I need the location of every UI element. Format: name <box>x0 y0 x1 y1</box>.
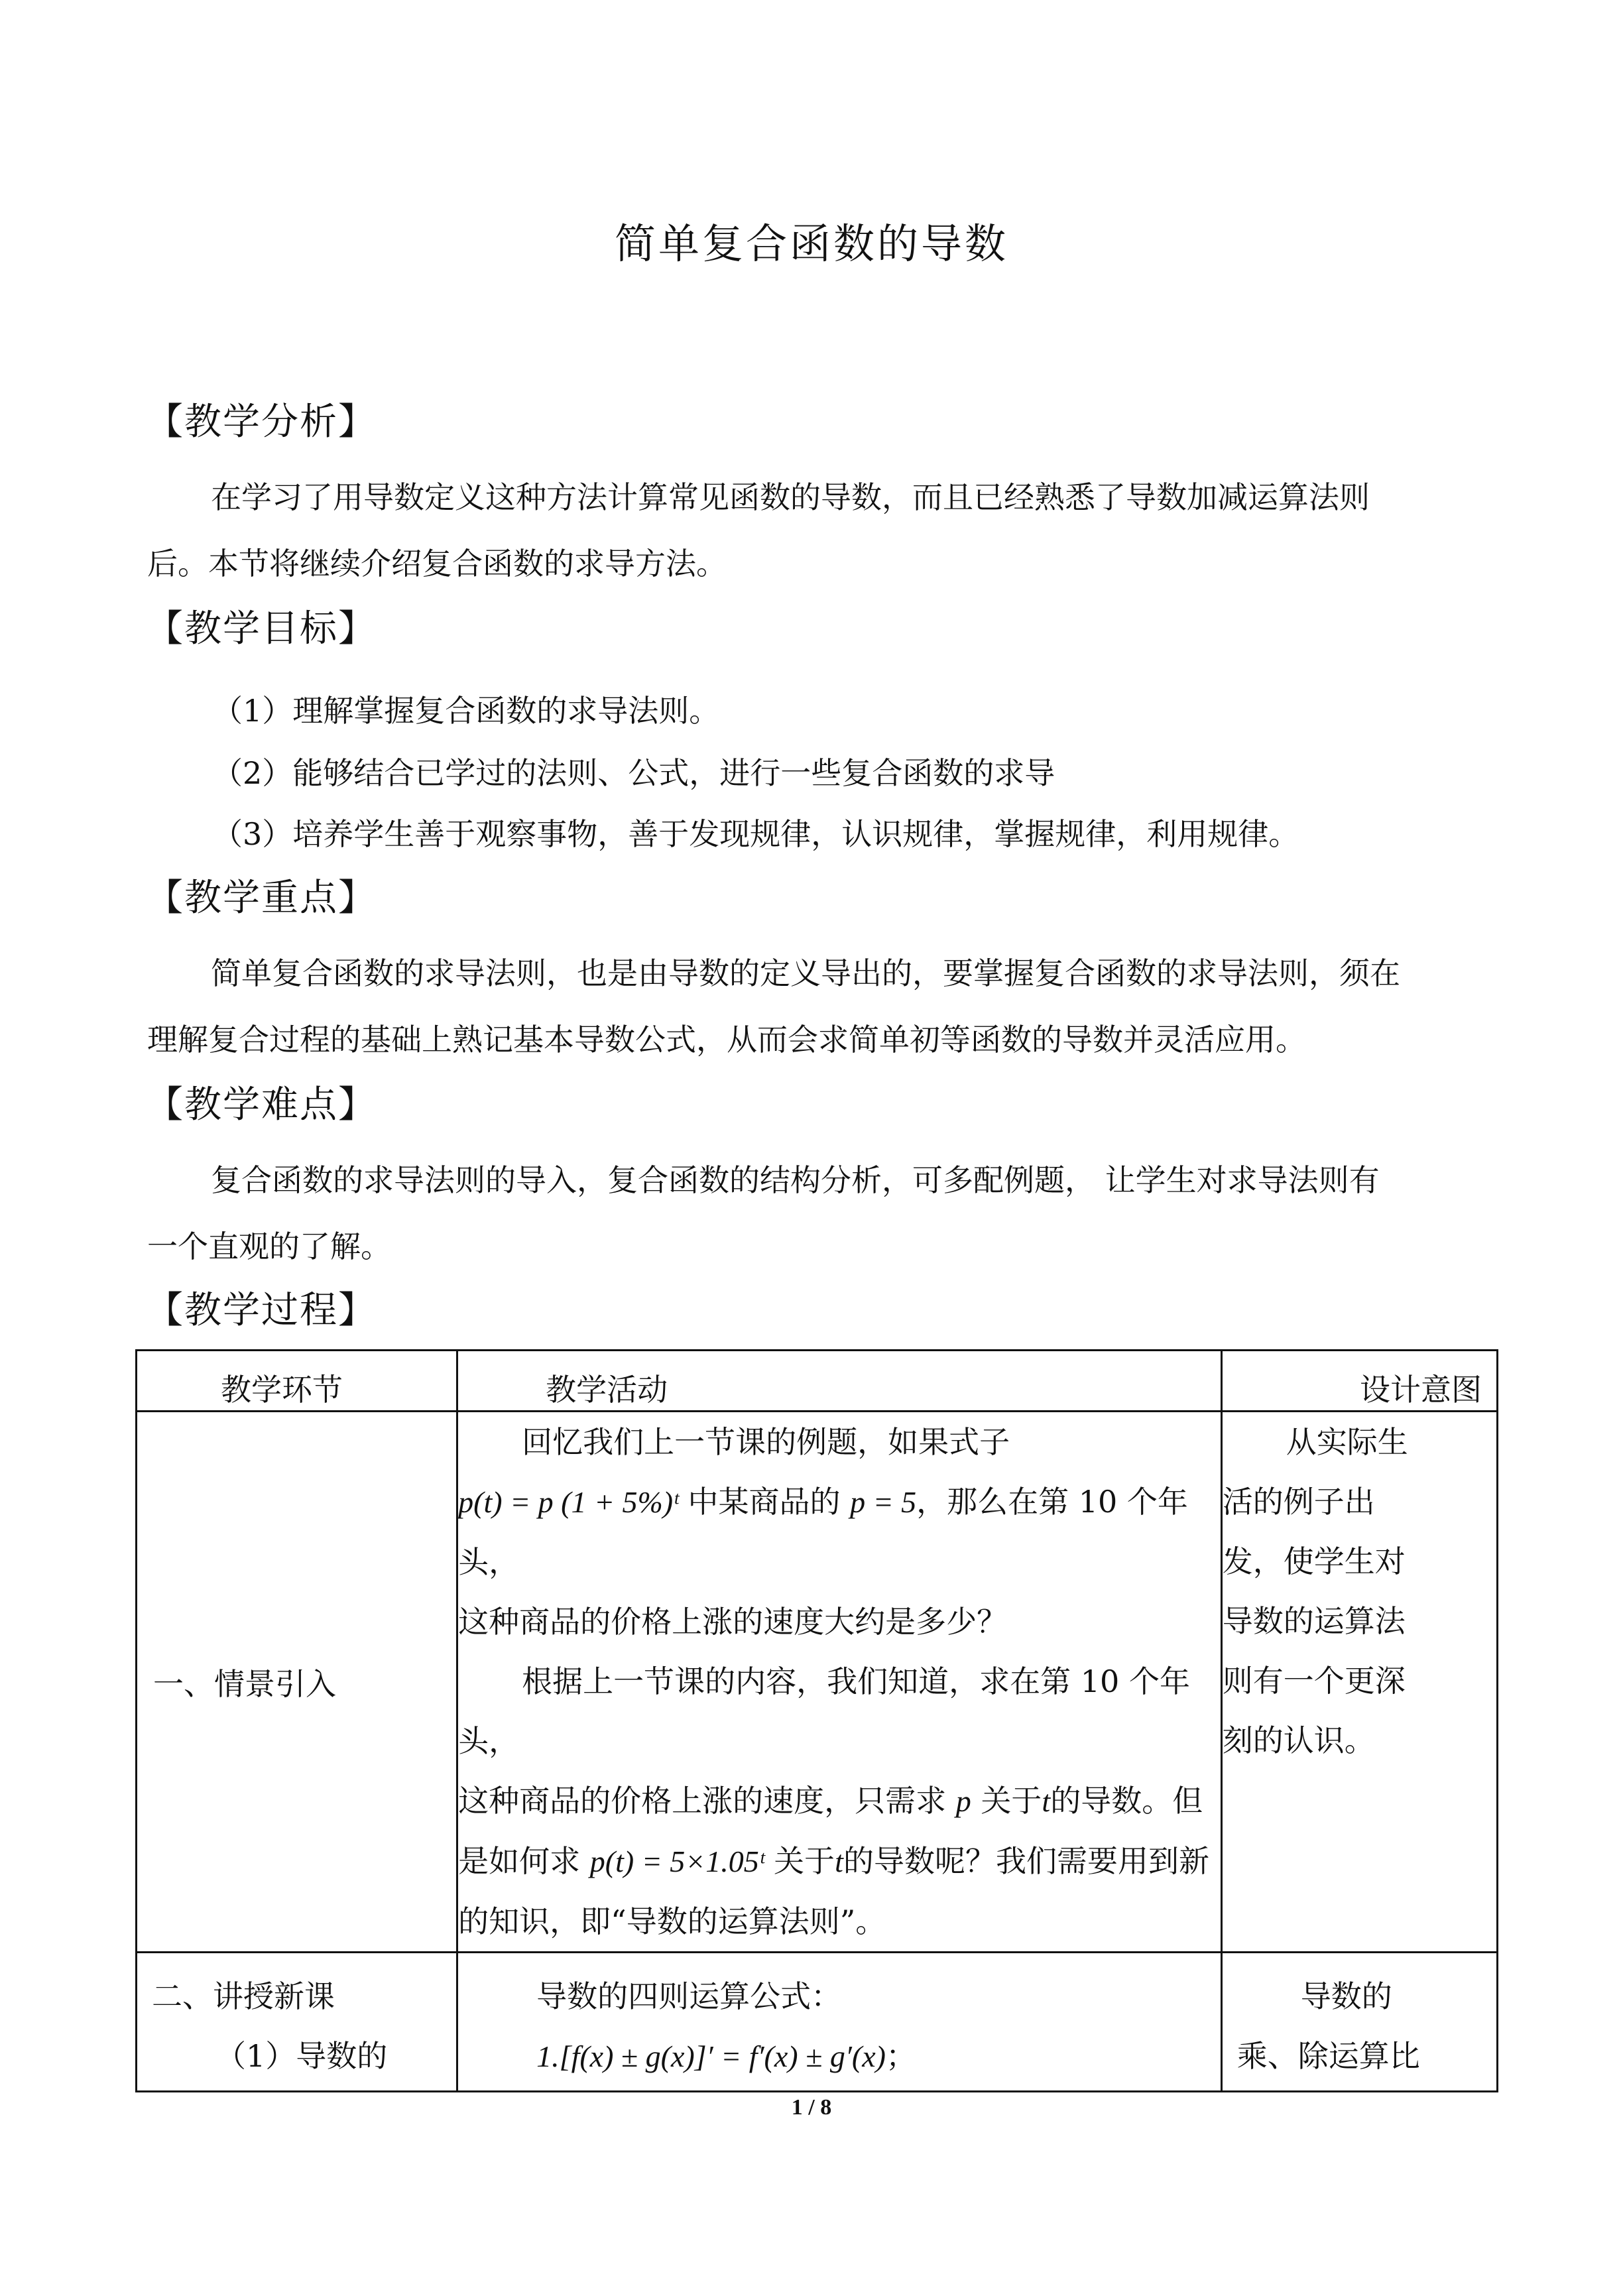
goal-item-3: （3）培养学生善于观察事物，善于发现规律，认识规律，掌握规律，利用规律。 <box>212 816 1299 852</box>
table-row <box>137 1953 1498 2092</box>
heading-key-points: 【教学重点】 <box>146 876 377 920</box>
header-design: 设计意图 <box>1221 1351 1497 1412</box>
activity-line-7: 的知识，即“导数的运算法则”。 <box>458 1903 886 1939</box>
activity-line-1: 回忆我们上一节课的例题，如果式子 <box>522 1424 1010 1460</box>
stage-cell-new-lesson <box>137 1953 457 2092</box>
stage-line-2: （1）导数的 <box>215 2038 388 2074</box>
activity-line-4: 根据上一节课的内容，我们知道，求在第 10 个年头， <box>458 1663 1190 1759</box>
design-line-a: 导数的 <box>1300 1978 1392 2014</box>
difficulties-line-1: 复合函数的求导法则的导入，复合函数的结构分析，可多配例题， 让学生对求导法则有 <box>211 1162 1380 1198</box>
formula-growth: p(t) = p (1 + 5%)ᵗ <box>458 1485 678 1519</box>
activity-cell-new-lesson <box>457 1953 1222 2092</box>
design-line-3: 发，使学生对 <box>1222 1543 1406 1579</box>
activity-line-6c: 的导数呢？我们需要用到新 <box>843 1843 1209 1879</box>
activity-cell-intro <box>457 1412 1222 1953</box>
key-points-line-2: 理解复合过程的基础上熟记基本导数公式，从而会求简单初等函数的导数并灵活应用。 <box>147 1022 1306 1057</box>
activity-line-3: 这种商品的价格上涨的速度大约是多少？ <box>458 1604 1008 1640</box>
teaching-process-table <box>135 1349 1498 2092</box>
goal-item-2: （2）能够结合已学过的法则、公式，进行一些复合函数的求导 <box>212 755 1055 791</box>
page-number: 1 / 8 <box>791 2095 832 2120</box>
design-line-6: 刻的认识。 <box>1222 1722 1375 1758</box>
design-line-2: 活的例子出 <box>1222 1484 1375 1520</box>
activity-line-5a: 这种商品的价格上涨的速度，只需求 <box>458 1783 947 1819</box>
heading-difficulties: 【教学难点】 <box>146 1083 377 1126</box>
design-line-5: 则有一个更深 <box>1222 1663 1406 1699</box>
activity-rules-title: 导数的四则运算公式： <box>536 1978 842 2014</box>
formula-p-value: p = 5 <box>850 1485 917 1519</box>
key-points-paragraph <box>147 940 1486 1073</box>
activity-line-2-end: ，那么在第 10 个年头， <box>458 1484 1188 1580</box>
key-points-line-1: 简单复合函数的求导法则，也是由导数的定义导出的，要掌握复合函数的求导法则，须在 <box>211 955 1400 991</box>
var-p: p <box>955 1784 971 1818</box>
analysis-line-1: 在学习了用导数定义这种方法计算常见函数的导数，而且已经熟悉了导数加减运算法则 <box>211 479 1370 515</box>
analysis-line-2: 后。本节将继续介绍复合函数的求导方法。 <box>147 546 727 581</box>
header-stage: 教学环节 <box>137 1351 457 1412</box>
difficulties-paragraph <box>147 1147 1486 1280</box>
page-title: 简单复合函数的导数 <box>614 219 1008 268</box>
formula-sum-rule: 1.[f(x) ± g(x)]′ = f′(x) ± g′(x) <box>536 2039 886 2073</box>
design-line-4: 导数的运算法 <box>1222 1603 1406 1639</box>
formula-end: ； <box>885 2038 916 2074</box>
design-line-1: 从实际生 <box>1286 1424 1408 1460</box>
formula-price: p(t) = 5×1.05ᵗ <box>589 1844 764 1878</box>
var-t: t <box>1042 1784 1051 1818</box>
analysis-paragraph <box>147 464 1486 597</box>
stage-line-1: 二、讲授新课 <box>152 1978 335 2014</box>
table-row <box>137 1412 1498 1953</box>
var-t-2: t <box>835 1844 843 1878</box>
activity-line-5c: 的导数。但 <box>1050 1783 1203 1819</box>
activity-line-6a: 是如何求 <box>458 1843 581 1879</box>
heading-process: 【教学过程】 <box>146 1289 377 1332</box>
table-header-row <box>137 1351 1498 1412</box>
heading-analysis: 【教学分析】 <box>146 400 377 444</box>
heading-goals: 【教学目标】 <box>146 607 377 650</box>
header-activity: 教学活动 <box>457 1351 1222 1412</box>
activity-line-6b: 关于 <box>774 1843 835 1879</box>
activity-line-5b: 关于 <box>981 1783 1042 1819</box>
difficulties-line-2: 一个直观的了解。 <box>147 1229 391 1264</box>
design-cell-new-lesson <box>1221 1953 1497 2092</box>
goal-item-1: （1）理解掌握复合函数的求导法则。 <box>212 693 720 729</box>
activity-line-2-mid: 中某商品的 <box>688 1484 841 1520</box>
design-line-b: 乘、除运算比 <box>1236 2038 1420 2074</box>
design-cell-intro <box>1221 1412 1497 1953</box>
stage-cell-intro: 一、情景引入 <box>137 1412 457 1953</box>
